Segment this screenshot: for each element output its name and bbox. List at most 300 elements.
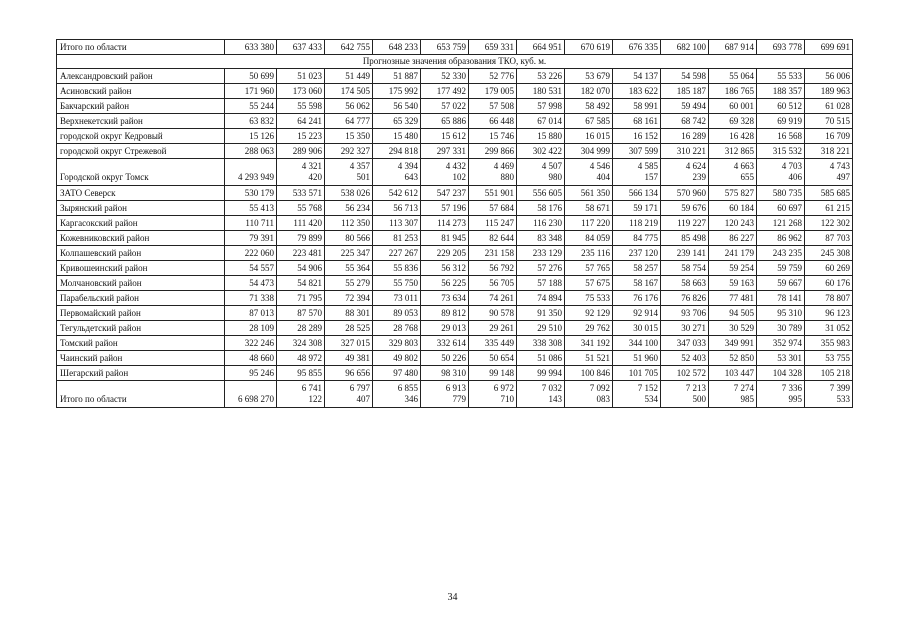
cell: 72 394 <box>325 291 373 306</box>
table-row <box>57 186 853 201</box>
cell: 179 005 <box>469 84 517 99</box>
cell: 56 792 <box>469 261 517 276</box>
cell: 49 802 <box>373 351 421 366</box>
cell: 97 480 <box>373 366 421 381</box>
cell: 99 994 <box>517 366 565 381</box>
cell: 73 634 <box>421 291 469 306</box>
cell: 15 126 <box>225 129 277 144</box>
cell: 58 492 <box>565 99 613 114</box>
cell: 4 293 949 <box>225 159 277 186</box>
cell: 60 001 <box>709 99 757 114</box>
cell: 78 807 <box>805 291 853 306</box>
section-header-row <box>57 55 853 69</box>
table-row <box>57 351 853 366</box>
cell: 52 403 <box>661 351 709 366</box>
cell: 57 188 <box>517 276 565 291</box>
cell: 15 880 <box>517 129 565 144</box>
cell: 335 449 <box>469 336 517 351</box>
cell: 352 974 <box>757 336 805 351</box>
cell: 113 307 <box>373 216 421 231</box>
cell: 60 184 <box>709 201 757 216</box>
cell: 91 350 <box>517 306 565 321</box>
cell: 79 391 <box>225 231 277 246</box>
cell: 315 532 <box>757 144 805 159</box>
cell: 329 803 <box>373 336 421 351</box>
cell: 58 257 <box>613 261 661 276</box>
cell: 54 557 <box>225 261 277 276</box>
cell: 69 919 <box>757 114 805 129</box>
cell: 63 832 <box>225 114 277 129</box>
cell: 121 268 <box>757 216 805 231</box>
cell: 324 308 <box>277 336 325 351</box>
cell: 82 644 <box>469 231 517 246</box>
cell: 51 449 <box>325 69 373 84</box>
cell: 48 660 <box>225 351 277 366</box>
row-name: городской округ Стрежевой <box>57 144 225 159</box>
cell: 55 836 <box>373 261 421 276</box>
cell: 81 253 <box>373 231 421 246</box>
cell: 55 364 <box>325 261 373 276</box>
table-row <box>57 231 853 246</box>
cell: 6 855 346 <box>373 381 421 408</box>
cell: 117 220 <box>565 216 613 231</box>
cell: 28 525 <box>325 321 373 336</box>
cell: 585 685 <box>805 186 853 201</box>
table-row <box>57 129 853 144</box>
cell: 49 381 <box>325 351 373 366</box>
cell: 16 289 <box>661 129 709 144</box>
cell: 118 219 <box>613 216 661 231</box>
cell: 64 241 <box>277 114 325 129</box>
cell: 6 797 407 <box>325 381 373 408</box>
cell: 566 134 <box>613 186 661 201</box>
cell: 530 179 <box>225 186 277 201</box>
cell: 54 821 <box>277 276 325 291</box>
cell: 289 906 <box>277 144 325 159</box>
top-total-row <box>57 40 853 55</box>
cell: 56 234 <box>325 201 373 216</box>
table-row <box>57 159 853 186</box>
cell: 122 302 <box>805 216 853 231</box>
table-row <box>57 114 853 129</box>
cell: 56 225 <box>421 276 469 291</box>
cell: 294 818 <box>373 144 421 159</box>
cell: 54 137 <box>613 69 661 84</box>
cell: 81 945 <box>421 231 469 246</box>
table-row <box>57 216 853 231</box>
cell: 222 060 <box>225 246 277 261</box>
cell: 312 865 <box>709 144 757 159</box>
cell: 48 972 <box>277 351 325 366</box>
cell: 30 789 <box>757 321 805 336</box>
cell: 4 321 420 <box>277 159 325 186</box>
cell: 307 599 <box>613 144 661 159</box>
cell: 243 235 <box>757 246 805 261</box>
table-row <box>57 144 853 159</box>
cell: 28 768 <box>373 321 421 336</box>
cell: 58 167 <box>613 276 661 291</box>
cell: 7 213 500 <box>661 381 709 408</box>
cell: 235 116 <box>565 246 613 261</box>
cell: 241 179 <box>709 246 757 261</box>
cell: 16 709 <box>805 129 853 144</box>
cell: 30 271 <box>661 321 709 336</box>
cell: 15 223 <box>277 129 325 144</box>
row-name: Парабельский район <box>57 291 225 306</box>
cell: 58 671 <box>565 201 613 216</box>
cell: 55 413 <box>225 201 277 216</box>
cell: 57 675 <box>565 276 613 291</box>
cell: 7 274 985 <box>709 381 757 408</box>
cell: 51 960 <box>613 351 661 366</box>
cell: 30 015 <box>613 321 661 336</box>
cell: 87 703 <box>805 231 853 246</box>
cell: 94 505 <box>709 306 757 321</box>
cell: 68 742 <box>661 114 709 129</box>
cell: 53 755 <box>805 351 853 366</box>
tko-forecast-table <box>56 39 853 408</box>
row-name: Итого по области <box>57 381 225 408</box>
cell: 174 505 <box>325 84 373 99</box>
table-row <box>57 201 853 216</box>
cell: 175 992 <box>373 84 421 99</box>
cell: 53 226 <box>517 69 565 84</box>
cell: 642 755 <box>325 40 373 55</box>
row-name: Тегульдетский район <box>57 321 225 336</box>
cell: 189 963 <box>805 84 853 99</box>
cell: 84 059 <box>565 231 613 246</box>
cell: 7 032 143 <box>517 381 565 408</box>
cell: 96 656 <box>325 366 373 381</box>
cell: 57 684 <box>469 201 517 216</box>
cell: 4 703 406 <box>757 159 805 186</box>
cell: 4 585 157 <box>613 159 661 186</box>
cell: 51 521 <box>565 351 613 366</box>
cell: 57 765 <box>565 261 613 276</box>
table-row <box>57 336 853 351</box>
cell: 664 951 <box>517 40 565 55</box>
row-name: Асиновский район <box>57 84 225 99</box>
cell: 77 481 <box>709 291 757 306</box>
cell: 57 276 <box>517 261 565 276</box>
cell: 95 310 <box>757 306 805 321</box>
row-name: Чаинский район <box>57 351 225 366</box>
cell: 88 301 <box>325 306 373 321</box>
cell: 687 914 <box>709 40 757 55</box>
cell: 51 023 <box>277 69 325 84</box>
cell: 4 357 501 <box>325 159 373 186</box>
cell: 58 754 <box>661 261 709 276</box>
cell: 55 244 <box>225 99 277 114</box>
cell: 54 473 <box>225 276 277 291</box>
cell: 56 006 <box>805 69 853 84</box>
cell: 15 480 <box>373 129 421 144</box>
cell: 338 308 <box>517 336 565 351</box>
cell: 96 123 <box>805 306 853 321</box>
cell: 71 795 <box>277 291 325 306</box>
cell: 173 060 <box>277 84 325 99</box>
cell: 74 261 <box>469 291 517 306</box>
cell: 59 676 <box>661 201 709 216</box>
cell: 80 566 <box>325 231 373 246</box>
cell: 87 013 <box>225 306 277 321</box>
cell: 101 705 <box>613 366 661 381</box>
cell: 16 015 <box>565 129 613 144</box>
cell: 95 246 <box>225 366 277 381</box>
cell: 53 679 <box>565 69 613 84</box>
cell: 60 269 <box>805 261 853 276</box>
cell: 355 983 <box>805 336 853 351</box>
cell: 64 777 <box>325 114 373 129</box>
cell: 15 350 <box>325 129 373 144</box>
cell: 538 026 <box>325 186 373 201</box>
cell: 60 176 <box>805 276 853 291</box>
row-name: Городской округ Томск <box>57 159 225 186</box>
cell: 93 706 <box>661 306 709 321</box>
cell: 105 218 <box>805 366 853 381</box>
cell: 637 433 <box>277 40 325 55</box>
table-row <box>57 99 853 114</box>
cell: 52 776 <box>469 69 517 84</box>
cell: 67 585 <box>565 114 613 129</box>
cell: 55 064 <box>709 69 757 84</box>
cell: 171 960 <box>225 84 277 99</box>
cell: 676 335 <box>613 40 661 55</box>
cell: 57 022 <box>421 99 469 114</box>
cell: 15 612 <box>421 129 469 144</box>
cell: 69 328 <box>709 114 757 129</box>
cell: 76 176 <box>613 291 661 306</box>
cell: 54 598 <box>661 69 709 84</box>
cell: 76 826 <box>661 291 709 306</box>
cell: 4 394 643 <box>373 159 421 186</box>
cell: 7 399 533 <box>805 381 853 408</box>
cell: 186 765 <box>709 84 757 99</box>
cell: 86 962 <box>757 231 805 246</box>
cell: 50 699 <box>225 69 277 84</box>
cell: 52 330 <box>421 69 469 84</box>
cell: 183 622 <box>613 84 661 99</box>
cell: 70 515 <box>805 114 853 129</box>
cell: 29 261 <box>469 321 517 336</box>
table-row <box>57 291 853 306</box>
cell: 54 906 <box>277 261 325 276</box>
cell: 103 447 <box>709 366 757 381</box>
cell: 15 746 <box>469 129 517 144</box>
cell: 551 901 <box>469 186 517 201</box>
cell: 104 328 <box>757 366 805 381</box>
cell: 61 028 <box>805 99 853 114</box>
cell: 28 109 <box>225 321 277 336</box>
page-number: 34 <box>447 592 458 603</box>
cell: 542 612 <box>373 186 421 201</box>
cell: 4 507 980 <box>517 159 565 186</box>
table-row <box>57 84 853 99</box>
cell: 114 273 <box>421 216 469 231</box>
cell: 87 570 <box>277 306 325 321</box>
cell: 56 705 <box>469 276 517 291</box>
row-name: Колпашевский район <box>57 246 225 261</box>
cell: 547 237 <box>421 186 469 201</box>
cell: 349 991 <box>709 336 757 351</box>
row-name: Кривошеинский район <box>57 261 225 276</box>
cell: 56 312 <box>421 261 469 276</box>
cell: 56 713 <box>373 201 421 216</box>
cell: 71 338 <box>225 291 277 306</box>
cell: 59 171 <box>613 201 661 216</box>
cell: 57 998 <box>517 99 565 114</box>
cell: 51 887 <box>373 69 421 84</box>
cell: 7 092 083 <box>565 381 613 408</box>
cell: 6 913 779 <box>421 381 469 408</box>
cell: 51 086 <box>517 351 565 366</box>
cell: 693 778 <box>757 40 805 55</box>
cell: 4 743 497 <box>805 159 853 186</box>
cell: 182 070 <box>565 84 613 99</box>
cell: 6 741 122 <box>277 381 325 408</box>
cell: 86 227 <box>709 231 757 246</box>
cell: 78 141 <box>757 291 805 306</box>
cell: 322 246 <box>225 336 277 351</box>
cell: 56 540 <box>373 99 421 114</box>
cell: 65 886 <box>421 114 469 129</box>
cell: 50 654 <box>469 351 517 366</box>
cell: 561 350 <box>565 186 613 201</box>
cell: 99 148 <box>469 366 517 381</box>
cell: 55 598 <box>277 99 325 114</box>
cell: 120 243 <box>709 216 757 231</box>
cell: 60 697 <box>757 201 805 216</box>
cell: 556 605 <box>517 186 565 201</box>
cell: 29 762 <box>565 321 613 336</box>
cell: 30 529 <box>709 321 757 336</box>
cell: 31 052 <box>805 321 853 336</box>
cell: 89 053 <box>373 306 421 321</box>
cell: 57 508 <box>469 99 517 114</box>
cell: 302 422 <box>517 144 565 159</box>
table-row <box>57 321 853 336</box>
cell: 6 698 270 <box>225 381 277 408</box>
cell: 575 827 <box>709 186 757 201</box>
cell: 4 469 880 <box>469 159 517 186</box>
row-name: ЗАТО Северск <box>57 186 225 201</box>
cell: 29 510 <box>517 321 565 336</box>
cell: 50 226 <box>421 351 469 366</box>
cell: 580 735 <box>757 186 805 201</box>
cell: 7 152 534 <box>613 381 661 408</box>
cell: 245 308 <box>805 246 853 261</box>
cell: 299 866 <box>469 144 517 159</box>
cell: 111 420 <box>277 216 325 231</box>
cell: 16 428 <box>709 129 757 144</box>
cell: 16 152 <box>613 129 661 144</box>
row-name: Александровский район <box>57 69 225 84</box>
cell: 6 972 710 <box>469 381 517 408</box>
cell: 66 448 <box>469 114 517 129</box>
cell: 83 348 <box>517 231 565 246</box>
cell: 4 432 102 <box>421 159 469 186</box>
cell: 55 750 <box>373 276 421 291</box>
table-row <box>57 246 853 261</box>
cell: 699 691 <box>805 40 853 55</box>
row-name: Верхнекетский район <box>57 114 225 129</box>
cell: 16 568 <box>757 129 805 144</box>
cell: 116 230 <box>517 216 565 231</box>
row-name: Бакчарский район <box>57 99 225 114</box>
row-name: Итого по области <box>57 40 225 55</box>
cell: 239 141 <box>661 246 709 261</box>
cell: 59 163 <box>709 276 757 291</box>
row-name: Шегарский район <box>57 366 225 381</box>
cell: 225 347 <box>325 246 373 261</box>
cell: 119 227 <box>661 216 709 231</box>
cell: 188 357 <box>757 84 805 99</box>
cell: 65 329 <box>373 114 421 129</box>
cell: 55 768 <box>277 201 325 216</box>
cell: 84 775 <box>613 231 661 246</box>
row-name: Кожевниковский район <box>57 231 225 246</box>
table-row <box>57 306 853 321</box>
cell: 73 011 <box>373 291 421 306</box>
cell: 310 221 <box>661 144 709 159</box>
row-name: городской округ Кедровый <box>57 129 225 144</box>
cell: 59 667 <box>757 276 805 291</box>
row-name: Каргасокский район <box>57 216 225 231</box>
cell: 92 914 <box>613 306 661 321</box>
cell: 115 247 <box>469 216 517 231</box>
cell: 110 711 <box>225 216 277 231</box>
cell: 58 663 <box>661 276 709 291</box>
cell: 659 331 <box>469 40 517 55</box>
cell: 185 187 <box>661 84 709 99</box>
cell: 85 498 <box>661 231 709 246</box>
cell: 4 624 239 <box>661 159 709 186</box>
cell: 79 899 <box>277 231 325 246</box>
cell: 52 850 <box>709 351 757 366</box>
cell: 89 812 <box>421 306 469 321</box>
cell: 332 614 <box>421 336 469 351</box>
cell: 60 512 <box>757 99 805 114</box>
cell: 53 301 <box>757 351 805 366</box>
cell: 55 533 <box>757 69 805 84</box>
table-row <box>57 366 853 381</box>
cell: 648 233 <box>373 40 421 55</box>
cell: 288 063 <box>225 144 277 159</box>
cell: 28 289 <box>277 321 325 336</box>
row-name: Томский район <box>57 336 225 351</box>
cell: 75 533 <box>565 291 613 306</box>
cell: 633 380 <box>225 40 277 55</box>
cell: 67 014 <box>517 114 565 129</box>
cell: 180 531 <box>517 84 565 99</box>
cell: 670 619 <box>565 40 613 55</box>
cell: 61 215 <box>805 201 853 216</box>
cell: 653 759 <box>421 40 469 55</box>
cell: 74 894 <box>517 291 565 306</box>
cell: 7 336 995 <box>757 381 805 408</box>
cell: 227 267 <box>373 246 421 261</box>
cell: 59 759 <box>757 261 805 276</box>
cell: 56 062 <box>325 99 373 114</box>
cell: 292 327 <box>325 144 373 159</box>
cell: 92 129 <box>565 306 613 321</box>
row-name: Молчановский район <box>57 276 225 291</box>
cell: 95 855 <box>277 366 325 381</box>
row-name: Первомайский район <box>57 306 225 321</box>
cell: 29 013 <box>421 321 469 336</box>
cell: 233 129 <box>517 246 565 261</box>
cell: 231 158 <box>469 246 517 261</box>
